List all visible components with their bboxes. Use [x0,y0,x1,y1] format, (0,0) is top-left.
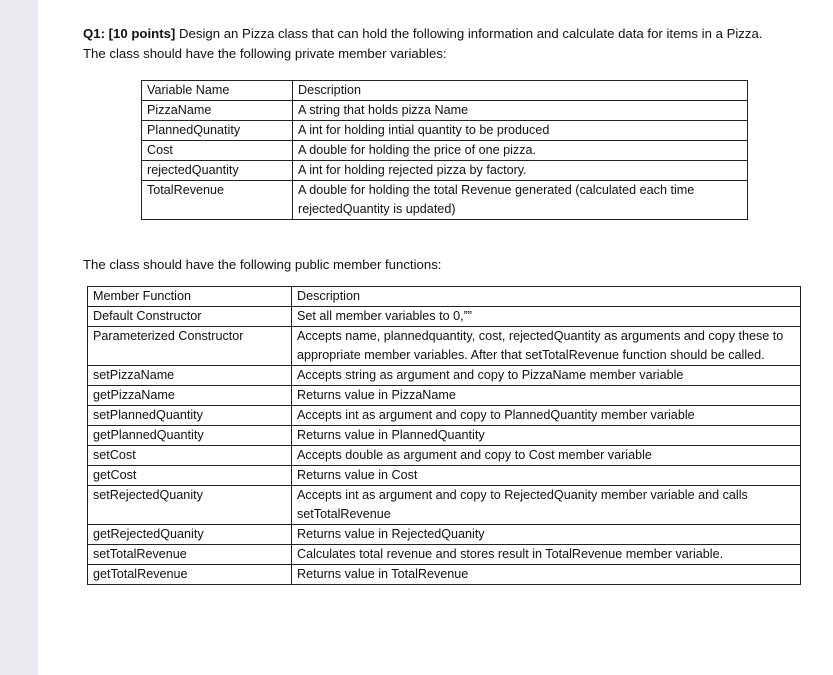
function-description-cell: Calculates total revenue and stores result in TotalRevenue member variable. [292,545,801,565]
table-header-cell: Description [293,81,748,101]
table-row [142,181,748,220]
variable-description-cell: A string that holds pizza Name [293,101,748,121]
table-header-row [88,287,801,307]
table-row [142,121,748,141]
table-row [88,565,801,585]
table-row [88,525,801,545]
question-label: Q1: [10 points] [83,26,176,41]
variable-description-cell: A double for holding the price of one pizza. [293,141,748,161]
function-name-cell: setCost [88,446,292,466]
function-name-cell: getTotalRevenue [88,565,292,585]
function-name-cell: setTotalRevenue [88,545,292,565]
table-row [88,545,801,565]
function-name-cell: setPizzaName [88,366,292,386]
table-row [142,101,748,121]
table-row [142,161,748,181]
functions-table [87,286,801,585]
table-row [88,466,801,486]
function-name-cell: setRejectedQuanity [88,486,292,525]
function-name-cell: getPizzaName [88,386,292,406]
function-description-cell: Returns value in TotalRevenue [292,565,801,585]
table-row [88,327,801,366]
variables-table [141,80,748,220]
variable-description-cell: A int for holding rejected pizza by factory. [293,161,748,181]
table-row [142,141,748,161]
table-row [88,386,801,406]
function-description-cell: Accepts int as argument and copy to RejectedQuanity member variable and calls setTotalRevenue [292,486,801,525]
function-name-cell: Default Constructor [88,307,292,327]
function-description-cell: Returns value in RejectedQuanity [292,525,801,545]
function-description-cell: Returns value in PlannedQuantity [292,426,801,446]
variable-name-cell: Cost [142,141,293,161]
table-header-cell: Member Function [88,287,292,307]
function-description-cell: Accepts double as argument and copy to Cost member variable [292,446,801,466]
table-row [88,406,801,426]
function-description-cell: Set all member variables to 0,”” [292,307,801,327]
table-row [88,446,801,466]
function-description-cell: Returns value in PizzaName [292,386,801,406]
functions-intro: The class should have the following public member functions: [83,257,442,272]
table-row [88,307,801,327]
document-page [38,0,833,675]
variable-description-cell: A double for holding the total Revenue generated (calculated each time rejectedQuantity is updated) [293,181,748,220]
function-description-cell: Returns value in Cost [292,466,801,486]
question-text [83,24,783,64]
table-row [88,486,801,525]
variable-name-cell: PizzaName [142,101,293,121]
table-header-cell: Description [292,287,801,307]
function-name-cell: getCost [88,466,292,486]
table-row [88,426,801,446]
function-description-cell: Accepts name, plannedquantity, cost, rejectedQuantity as arguments and copy these to appropriate member variables. After that setTotalRevenue function should be called. [292,327,801,366]
function-name-cell: Parameterized Constructor [88,327,292,366]
variable-description-cell: A int for holding intial quantity to be produced [293,121,748,141]
function-name-cell: setPlannedQuantity [88,406,292,426]
function-name-cell: getPlannedQuantity [88,426,292,446]
function-description-cell: Accepts string as argument and copy to PizzaName member variable [292,366,801,386]
variable-name-cell: PlannedQunatity [142,121,293,141]
table-header-row [142,81,748,101]
table-row [88,366,801,386]
variable-name-cell: TotalRevenue [142,181,293,220]
variable-name-cell: rejectedQuantity [142,161,293,181]
function-description-cell: Accepts int as argument and copy to PlannedQuantity member variable [292,406,801,426]
function-name-cell: getRejectedQuanity [88,525,292,545]
question-body: Design an Pizza class that can hold the following information and calculate data for items in a Pizza. The class should have the following private member variables: [83,26,763,61]
table-header-cell: Variable Name [142,81,293,101]
